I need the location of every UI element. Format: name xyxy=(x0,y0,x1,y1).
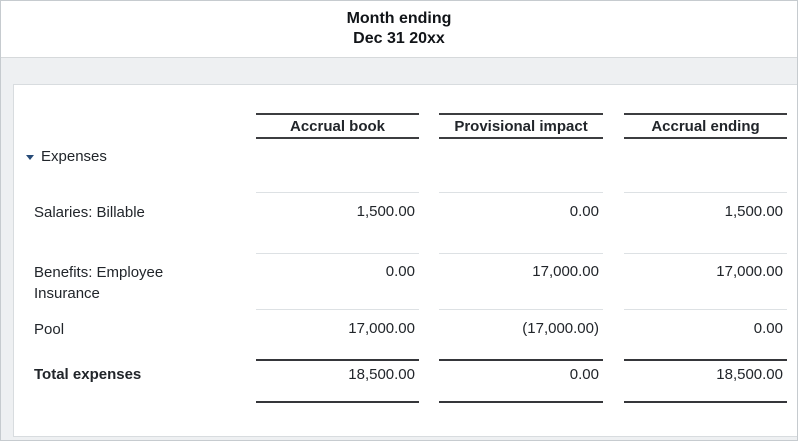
column-header-provisional-impact: Provisional impact xyxy=(439,113,603,139)
table-row-salaries-billable xyxy=(14,192,797,253)
column-gap xyxy=(419,309,439,359)
column-gap xyxy=(603,359,624,403)
expenses-group-toggle[interactable] xyxy=(14,139,256,192)
column-gap xyxy=(787,309,797,359)
column-gap xyxy=(603,192,624,253)
report-page-background xyxy=(1,58,797,441)
column-gap xyxy=(787,113,797,139)
empty-cell xyxy=(624,139,787,192)
group-label[interactable]: Expenses xyxy=(41,148,107,165)
column-gap xyxy=(419,192,439,253)
column-gap xyxy=(603,139,624,192)
column-gap xyxy=(419,113,439,139)
column-gap xyxy=(787,192,797,253)
amount-cell: 0.00 xyxy=(624,309,787,359)
amount-cell: 0.00 xyxy=(439,192,603,253)
column-gap xyxy=(419,359,439,403)
report-title-line2: Dec 31 20xx xyxy=(353,30,445,47)
row-label: Benefits: Employee Insurance xyxy=(34,264,164,302)
column-header-accrual-book: Accrual book xyxy=(256,113,419,139)
table-row-pool xyxy=(14,309,797,359)
group-row-expenses xyxy=(14,139,797,192)
total-amount-cell: 18,500.00 xyxy=(624,359,787,403)
amount-cell: 17,000.00 xyxy=(439,253,603,309)
total-row-label: Total expenses xyxy=(34,366,142,383)
column-gap xyxy=(787,139,797,192)
amount-cell: 17,000.00 xyxy=(624,253,787,309)
column-header-empty xyxy=(14,113,256,139)
column-gap xyxy=(603,253,624,309)
column-gap xyxy=(603,113,624,139)
column-gap xyxy=(603,309,624,359)
table-row-benefits-employee-insurance xyxy=(14,253,797,309)
total-amount-cell: 0.00 xyxy=(439,359,603,403)
amount-cell: 1,500.00 xyxy=(256,192,419,253)
report-title-line1: Month ending xyxy=(346,10,452,27)
empty-cell xyxy=(256,139,419,192)
column-header-row xyxy=(14,113,797,139)
column-gap xyxy=(787,253,797,309)
column-header-accrual-ending: Accrual ending xyxy=(624,113,787,139)
report-card xyxy=(13,84,797,437)
amount-cell: 0.00 xyxy=(256,253,419,309)
row-label: Pool xyxy=(34,321,65,338)
report-title-band xyxy=(1,1,797,58)
column-gap xyxy=(787,359,797,403)
row-label: Salaries: Billable xyxy=(34,204,145,221)
amount-cell: 1,500.00 xyxy=(624,192,787,253)
table-row-total-expenses xyxy=(14,359,797,403)
column-gap xyxy=(419,253,439,309)
amount-cell: 17,000.00 xyxy=(256,309,419,359)
amount-cell: (17,000.00) xyxy=(439,309,603,359)
spacer-row xyxy=(14,403,797,436)
triangle-down-icon[interactable] xyxy=(26,155,34,160)
column-gap xyxy=(419,139,439,192)
empty-cell xyxy=(439,139,603,192)
spacer-row xyxy=(14,85,797,113)
total-amount-cell: 18,500.00 xyxy=(256,359,419,403)
